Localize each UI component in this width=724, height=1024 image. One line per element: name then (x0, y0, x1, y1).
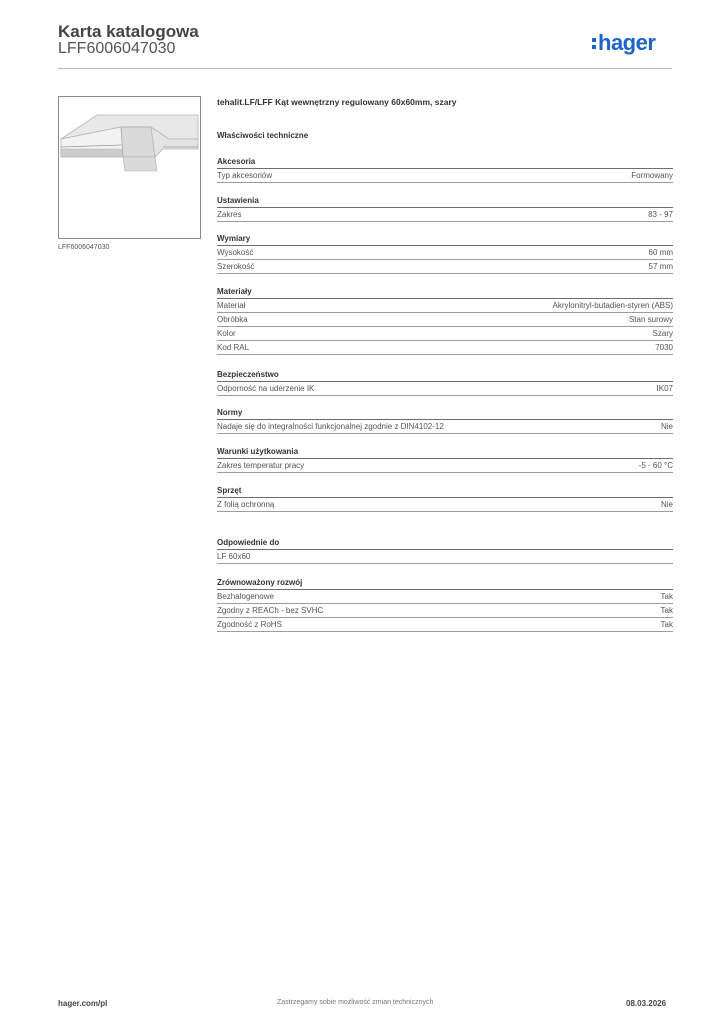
spec-row (217, 341, 673, 355)
spec-row (217, 299, 673, 313)
image-caption: LFF6006047030 (58, 244, 110, 251)
corner-duct-illustration (59, 97, 200, 238)
spec-label: Typ akcesoriów (217, 171, 273, 180)
spec-row (217, 604, 673, 618)
section-title: Odpowiednie do (217, 536, 673, 550)
spec-label: Materiał (217, 301, 246, 310)
spec-label: Kod RAL (217, 343, 250, 352)
product-title: tehalit.LF/LFF Kąt wewnętrzny regulowany 60x60mm, szary (217, 97, 457, 107)
spec-value: Tak (660, 606, 673, 615)
section-bezpieczenstwo (217, 368, 673, 396)
footer-date: 08.03.2026 (626, 999, 667, 1008)
section-title: Bezpieczeństwo (217, 368, 673, 382)
section-warunki (217, 445, 673, 473)
spec-label: Z folią ochronną (217, 500, 275, 509)
section-sprzet (217, 484, 673, 512)
spec-label: Zakres (217, 210, 242, 219)
spec-label: Zgodny z REACh - bez SVHC (217, 606, 324, 615)
section-title: Akcesoria (217, 155, 673, 169)
spec-value: Nie (660, 500, 673, 509)
footer-website-link[interactable]: hager.com/pl (58, 999, 108, 1008)
spec-label: Wysokość (217, 248, 254, 257)
section-odpowiednie (217, 536, 673, 564)
spec-label: Kolor (217, 329, 236, 338)
tech-heading: Właściwości techniczne (217, 131, 309, 140)
section-normy (217, 406, 673, 434)
product-code: LFF6006047030 (58, 40, 176, 57)
section-title: Zrównoważony rozwój (217, 576, 673, 590)
section-title: Warunki użytkowania (217, 445, 673, 459)
section-title: Normy (217, 406, 673, 420)
spec-value: Tak (660, 620, 673, 629)
section-akcesoria (217, 155, 673, 183)
spec-label: Bezhalogenowe (217, 592, 274, 601)
logo-dots-icon (592, 38, 596, 49)
spec-row (217, 169, 673, 183)
spec-value: IK07 (656, 384, 673, 393)
spec-value: 7030 (655, 343, 673, 352)
spec-value: Tak (660, 592, 673, 601)
spec-row (217, 260, 673, 274)
header-title: Karta katalogowa (58, 22, 199, 41)
section-zrownowazony (217, 576, 673, 632)
logo-text: hager (598, 30, 656, 55)
section-ustawienia (217, 194, 673, 222)
section-wymiary (217, 232, 673, 274)
spec-label: Odporność na uderzenie IK (217, 384, 315, 393)
spec-row (217, 459, 673, 473)
spec-label: Szerokość (217, 262, 255, 271)
spec-value: Nie (660, 422, 673, 431)
section-title: Ustawienia (217, 194, 673, 208)
spec-row (217, 420, 673, 434)
spec-label: Nadaje się do integralności funkcjonalnej zgodnie z DIN4102-12 (217, 422, 444, 431)
spec-row (217, 382, 673, 396)
spec-label: Obróbka (217, 315, 248, 324)
spec-value: Stan surowy (628, 315, 673, 324)
hager-logo (592, 30, 655, 56)
product-image (58, 96, 201, 239)
footer-disclaimer: Zastrzegamy sobie możliwość zmian technicznych (277, 999, 434, 1006)
spec-row (217, 618, 673, 632)
spec-row (217, 208, 673, 222)
spec-value: 57 mm (648, 262, 673, 271)
section-title: Materiały (217, 285, 673, 299)
spec-value: Szary (652, 329, 673, 338)
spec-label: Zakres temperatur pracy (217, 461, 305, 470)
spec-row (217, 313, 673, 327)
spec-value: Formowany (631, 171, 673, 180)
spec-value: 60 mm (648, 248, 673, 257)
header-divider (58, 68, 672, 69)
spec-value: -5 - 60 °C (638, 461, 673, 470)
spec-label: Zgodność z RoHS (217, 620, 282, 629)
section-materialy (217, 285, 673, 355)
section-title: Wymiary (217, 232, 673, 246)
spec-row (217, 498, 673, 512)
spec-row (217, 246, 673, 260)
spec-value: 83 - 97 (648, 210, 673, 219)
spec-row (217, 550, 673, 564)
spec-row (217, 327, 673, 341)
spec-value: Akrylonitryl-butadien-styren (ABS) (552, 301, 673, 310)
spec-row (217, 590, 673, 604)
section-title: Sprzęt (217, 484, 673, 498)
spec-label: LF 60x60 (217, 552, 251, 561)
